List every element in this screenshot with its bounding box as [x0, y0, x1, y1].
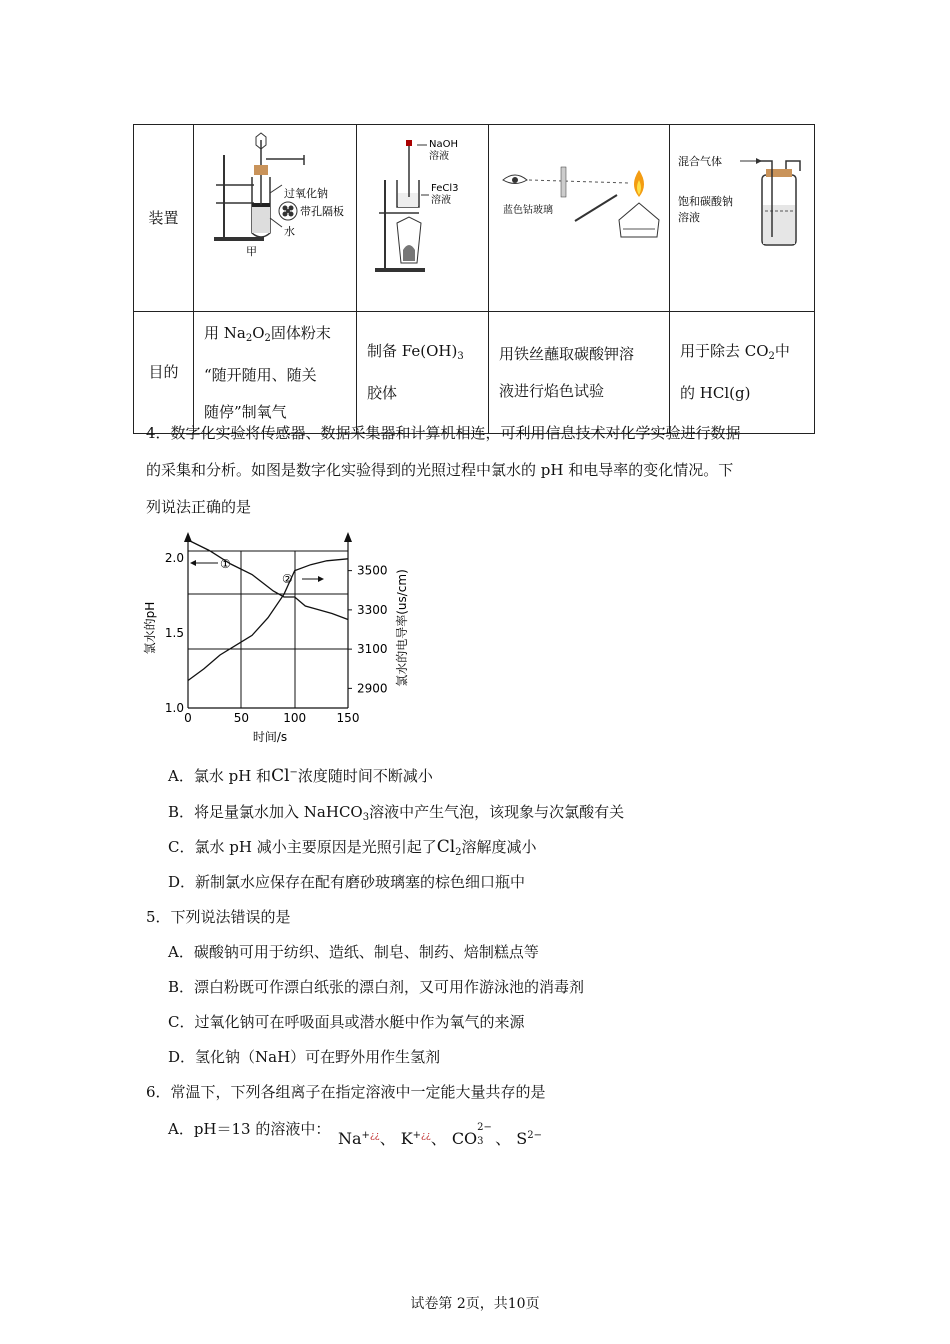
row-label-device: 装置: [134, 125, 194, 312]
y-left-tick-label: 2.0: [164, 551, 184, 565]
label-cobalt-glass: 蓝色钴玻璃: [503, 205, 553, 216]
purpose-b: 制备 $Fe(OH)_3$ 胶体: [357, 312, 489, 434]
label-solution: 溶液: [678, 211, 700, 224]
annotation-arrow-1: [190, 557, 231, 571]
y-right-axis-label: 氯水的电导率(us/cm): [395, 569, 409, 687]
q5-option-d: D．氢化钠（NaH）可在野外用作生氢剂: [168, 1048, 441, 1066]
label-fecl3-solution: 溶液: [431, 195, 451, 206]
q6-option-a-prefix: A．pH＝13 的溶液中：: [168, 1120, 331, 1138]
apparatus-a: [194, 125, 357, 312]
q4-option-d: D．新制氯水应保存在配有磨砂玻璃塞的棕色细口瓶中: [168, 873, 526, 891]
x-tick-label: 100: [283, 711, 307, 725]
q4-option-c: C．氯水 pH 减小主要原因是光照引起了$Cl_2$溶解度减小: [168, 837, 537, 858]
q4-line1: 4．数字化实验将传感器、数据采集器和计算机相连，可利用信息技术对化学实验进行数据: [146, 424, 741, 442]
row-label-purpose: 目的: [134, 312, 194, 434]
y-left-axis-label: 氯水的pH: [143, 601, 157, 655]
apparatus-d: [670, 125, 815, 312]
label-sodium-peroxide: 过氧化钠: [284, 187, 328, 200]
y-right-tick-label: 3300: [357, 602, 388, 617]
apparatus-c: [489, 125, 670, 312]
kipp-apparatus-diagram: [194, 125, 357, 297]
label-mixed-gas: 混合气体: [678, 155, 722, 168]
x-tick-label: 50: [233, 711, 249, 725]
purpose-row: [134, 312, 815, 434]
q5-option-b: B．漂白粉既可作漂白纸张的漂白剂，又可用作游泳池的消毒剂: [168, 978, 585, 996]
label-water: 水: [284, 225, 295, 238]
q4-line2: 的采集和分析。如图是数字化实验得到的光照过程中氯水的 pH 和电导率的变化情况。下: [146, 461, 734, 479]
svg-text:①: ①: [220, 557, 231, 571]
apparatus-b: [357, 125, 489, 312]
q4-option-b: B．将足量氯水加入 NaHCO$_3$溶液中产生气泡，该现象与次氯酸有关: [168, 803, 625, 823]
y-left-tick-label: 1.5: [164, 626, 184, 640]
q4-line3: 列说法正确的是: [146, 498, 252, 516]
q5-option-a: A．碳酸钠可用于纺织、造纸、制皂、制药、焙制糕点等: [168, 943, 539, 961]
label-fecl3: FeCl3: [431, 183, 459, 194]
purpose-a: 用 $Na_2O_2$固体粉末 “随开随用、随关 随停”制氧气: [194, 312, 357, 434]
x-axis-label: 时间/s: [252, 730, 288, 744]
series-line-ph: [188, 540, 348, 620]
label-naoh-solution: 溶液: [429, 151, 449, 162]
y-right-tick-label: 3100: [357, 642, 388, 657]
q5-option-c: C．过氧化钠可在呼吸面具或潜水艇中作为氧气的来源: [168, 1013, 525, 1031]
label-naoh: NaOH: [429, 139, 458, 150]
device-row: [134, 125, 815, 312]
q4-option-a: A．氯水 pH 和Cl−浓度随时间不断减小: [168, 766, 433, 786]
chart-frame: [184, 532, 352, 708]
page-footer: 试卷第 2页，共10页: [410, 1296, 540, 1312]
q5-stem: 5．下列说法错误的是: [146, 908, 291, 926]
y-right-tick-label: 2900: [357, 681, 388, 696]
gas-washing-diagram: [670, 125, 815, 297]
flame-test-diagram: [489, 125, 670, 297]
y-left-tick-label: 1.0: [164, 701, 184, 715]
q6-stem: 6．常温下，下列各组离子在指定溶液中一定能大量共存的是: [146, 1083, 546, 1101]
label-jia: 甲: [246, 245, 257, 258]
series-line-conductivity: [188, 559, 348, 681]
x-tick-label: 150: [336, 711, 360, 725]
apparatus-table: [133, 124, 815, 434]
chlorine-water-chart: [140, 528, 430, 753]
purpose-d: 用于除去 $CO_2$中 的 HCl(g): [670, 312, 815, 434]
q6-option-a-ions: Na+¿¿、 K+¿¿、 CO 2− 3 、 $S^{2-}$: [338, 1122, 542, 1148]
label-saturated-na2co3: 饱和碳酸钠: [678, 195, 733, 208]
purpose-c: 用铁丝蘸取碳酸钾溶 液进行焰色试验: [489, 312, 670, 434]
x-tick-label: 0: [184, 711, 192, 725]
colloid-apparatus-diagram: [357, 125, 489, 297]
y-right-tick-label: 3500: [357, 563, 388, 578]
svg-text:②: ②: [282, 572, 293, 586]
label-perforated-plate: 带孔隔板: [300, 205, 344, 218]
